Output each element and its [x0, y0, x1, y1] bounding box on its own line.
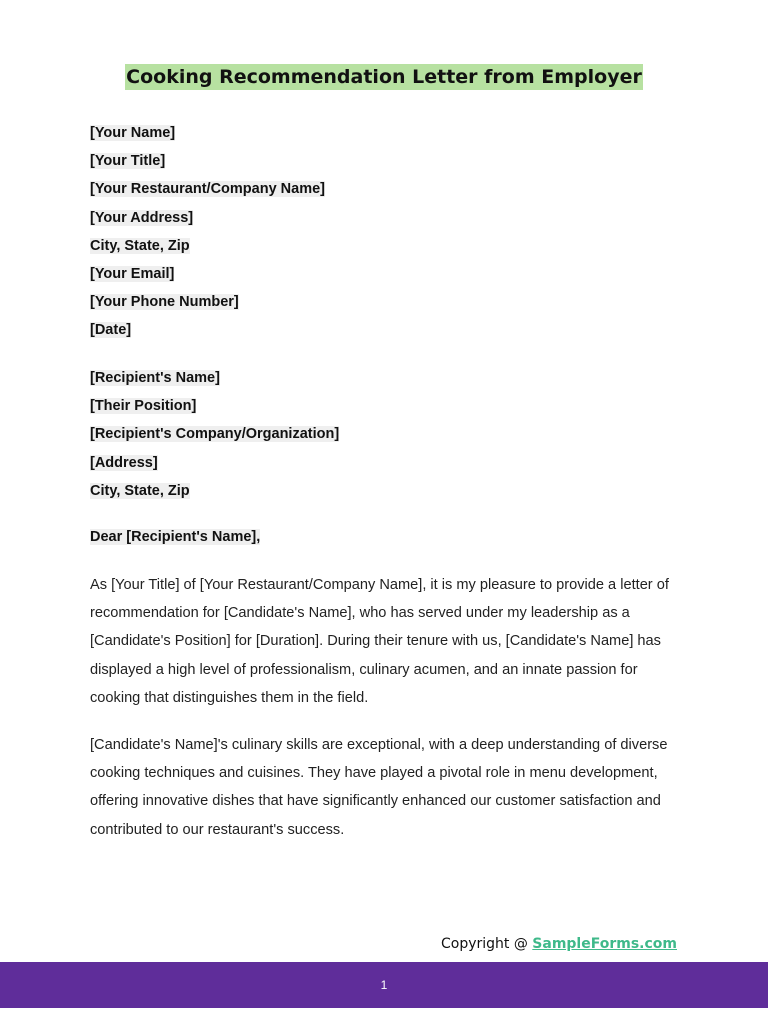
letter-date: [Date] [90, 322, 132, 339]
sender-line [90, 288, 325, 316]
sender-line [90, 119, 325, 147]
salutation-block [90, 523, 260, 551]
sender-phone: [Your Phone Number] [90, 294, 239, 311]
sender-line [90, 232, 325, 260]
recipient-line [90, 364, 339, 392]
recipient-company: [Recipient's Company/Organization] [90, 426, 340, 443]
footer-bar [0, 962, 768, 1008]
body-paragraph: As [Your Title] of [Your Restaurant/Company Name], it is my pleasure to provide a letter of recommendation for [Candidate's Name], who has served under my leadership as a [Candidate's Position] for [Duration]. During their tenure with us, [Candidate's Name] has displayed a high level of professionalism, culinary acumen, and an innate passion for cooking that distinguishes them in the field. [90, 577, 669, 706]
sender-line [90, 316, 325, 344]
document-title: Cooking Recommendation Letter from Employer [126, 66, 642, 88]
sender-address-block [90, 119, 325, 345]
recipient-line [90, 477, 339, 505]
recipient-city-state-zip: City, State, Zip [90, 482, 190, 499]
sender-title: [Your Title] [90, 153, 166, 170]
recipient-line [90, 449, 339, 477]
copyright-text: Copyright @ [440, 936, 533, 952]
sender-line [90, 175, 325, 203]
sender-address: [Your Address] [90, 209, 194, 226]
sender-name: [Your Name] [90, 125, 176, 141]
page-number: 1 [380, 978, 388, 992]
sender-city-state-zip: City, State, Zip [90, 237, 190, 254]
sender-line [90, 147, 325, 175]
recipient-line [90, 420, 339, 448]
salutation: Dear [Recipient's Name], [90, 529, 261, 545]
sender-company: [Your Restaurant/Company Name] [90, 181, 325, 198]
sampleforms-link[interactable]: SampleForms.com [532, 936, 677, 952]
recipient-name: [Recipient's Name] [90, 370, 220, 386]
sender-email: [Your Email] [90, 265, 175, 282]
recipient-address: [Address] [90, 454, 158, 471]
title-container [0, 64, 768, 90]
recipient-position: [Their Position] [90, 398, 197, 415]
recipient-line [90, 392, 339, 420]
body-paragraph: [Candidate's Name]'s culinary skills are exceptional, with a deep understanding of diverse cooking techniques and cuisines. They have played a pivotal role in menu development, offering innovative dishes that have significantly enhanced our customer satisfaction and contributed to our restaurant's success. [90, 737, 668, 838]
sender-line [90, 204, 325, 232]
copyright-notice [441, 936, 677, 952]
sender-line [90, 260, 325, 288]
recipient-address-block [90, 364, 339, 505]
salutation-line [90, 523, 260, 551]
